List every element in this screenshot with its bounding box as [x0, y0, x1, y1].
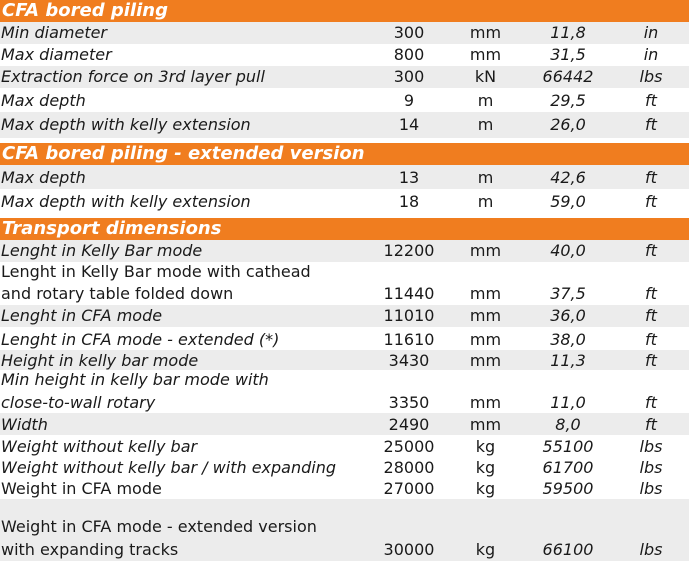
row-imperial-value: 37,5 — [550, 284, 586, 303]
row-imperial-unit: in — [643, 23, 659, 42]
row-unit: m — [477, 91, 494, 110]
row-label: Weight in CFA mode — [1, 479, 162, 498]
row-imperial-unit: ft — [645, 284, 657, 303]
row-label: Max diameter — [1, 45, 112, 64]
row-imperial-unit: ft — [645, 91, 657, 110]
row-value: 11610 — [383, 330, 435, 349]
table-row — [0, 413, 689, 435]
table-row — [0, 165, 689, 189]
row-imperial-value: 61700 — [542, 458, 594, 477]
table-row — [0, 22, 689, 44]
row-unit: mm — [469, 306, 502, 325]
row-label: Width — [1, 415, 48, 434]
row-value: 2490 — [388, 415, 430, 434]
table-row — [0, 478, 689, 499]
row-value: 14 — [398, 115, 420, 134]
row-unit: kg — [475, 458, 496, 477]
row-label: Weight in CFA mode - extended version — [1, 517, 317, 536]
row-label: Max depth with kelly extension — [1, 115, 251, 134]
row-imperial-unit: lbs — [639, 437, 663, 456]
row-label: and rotary table folded down — [1, 284, 234, 303]
row-value: 800 — [393, 45, 425, 64]
table-row — [0, 327, 689, 350]
row-imperial-value: 11,3 — [550, 351, 586, 370]
row-value: 28000 — [383, 458, 435, 477]
row-imperial-value: 11,8 — [550, 23, 586, 42]
row-imperial-value: 8,0 — [555, 415, 581, 434]
table-row — [0, 435, 689, 457]
row-value: 30000 — [383, 540, 435, 559]
row-label: Lenght in CFA mode — [1, 306, 163, 325]
row-unit: mm — [469, 330, 502, 349]
row-value: 300 — [393, 67, 425, 86]
table-row — [0, 44, 689, 66]
table-row — [0, 457, 689, 478]
row-label: Max depth with kelly extension — [1, 192, 251, 211]
row-unit: m — [477, 192, 494, 211]
row-unit: mm — [469, 351, 502, 370]
table-row — [0, 240, 689, 262]
row-imperial-unit: in — [643, 45, 659, 64]
row-imperial-unit: ft — [645, 192, 657, 211]
row-unit: mm — [469, 415, 502, 434]
table-row — [0, 112, 689, 138]
row-unit: kg — [475, 479, 496, 498]
row-imperial-value: 59,0 — [550, 192, 586, 211]
row-imperial-unit: lbs — [639, 540, 663, 559]
row-imperial-unit: ft — [645, 241, 657, 260]
row-imperial-unit: ft — [645, 351, 657, 370]
row-value: 12200 — [383, 241, 435, 260]
table-row — [0, 305, 689, 327]
row-unit: mm — [469, 241, 502, 260]
row-imperial-unit: lbs — [639, 458, 663, 477]
section-header-cfa-extended: CFA bored piling - extended version — [0, 143, 689, 165]
row-unit: kN — [474, 67, 497, 86]
row-imperial-value: 40,0 — [550, 241, 586, 260]
table-row-line-1 — [0, 262, 689, 282]
row-value: 300 — [393, 23, 425, 42]
row-label: close-to-wall rotary — [1, 393, 156, 412]
row-label: Height in kelly bar mode — [1, 351, 199, 370]
row-imperial-unit: ft — [645, 330, 657, 349]
row-imperial-value: 59500 — [542, 479, 594, 498]
row-imperial-value: 31,5 — [550, 45, 586, 64]
row-imperial-value: 42,6 — [550, 168, 586, 187]
row-label: Weight without kelly bar / with expanding — [1, 458, 336, 477]
row-unit: m — [477, 115, 494, 134]
table-row-block — [0, 499, 689, 561]
table-row-line-2 — [0, 282, 689, 305]
row-imperial-unit: lbs — [639, 67, 663, 86]
row-label: Max depth — [1, 168, 86, 187]
table-row-line-1 — [0, 370, 689, 390]
row-imperial-unit: ft — [645, 115, 657, 134]
row-label: Extraction force on 3rd layer pull — [1, 67, 265, 86]
row-imperial-unit: ft — [645, 393, 657, 412]
row-imperial-value: 26,0 — [550, 115, 586, 134]
row-imperial-value: 11,0 — [550, 393, 586, 412]
row-unit: mm — [469, 393, 502, 412]
row-imperial-unit: ft — [645, 415, 657, 434]
table-row — [0, 66, 689, 88]
row-unit: mm — [469, 45, 502, 64]
row-label: Min height in kelly bar mode with — [1, 370, 269, 389]
row-value: 11440 — [383, 284, 435, 303]
row-label: Max depth — [1, 91, 86, 110]
row-unit: kg — [475, 437, 496, 456]
row-unit: m — [477, 168, 494, 187]
row-value: 27000 — [383, 479, 435, 498]
row-unit: kg — [475, 540, 496, 559]
table-row — [0, 189, 689, 213]
row-imperial-unit: ft — [645, 306, 657, 325]
row-imperial-value: 66442 — [542, 67, 594, 86]
table-row — [0, 350, 689, 370]
section-header-transport: Transport dimensions — [0, 218, 689, 240]
row-label: Lenght in CFA mode - extended (*) — [1, 330, 280, 349]
row-value: 18 — [398, 192, 420, 211]
row-imperial-value: 29,5 — [550, 91, 586, 110]
row-imperial-unit: lbs — [639, 479, 663, 498]
row-value: 3350 — [388, 393, 430, 412]
row-label: Lenght in Kelly Bar mode — [1, 241, 203, 260]
row-imperial-value: 55100 — [542, 437, 594, 456]
row-label: Weight without kelly bar — [1, 437, 198, 456]
table-row-line-2 — [0, 390, 689, 413]
row-unit: mm — [469, 23, 502, 42]
row-label: Min diameter — [1, 23, 108, 42]
row-value: 9 — [403, 91, 415, 110]
table-row — [0, 88, 689, 112]
row-value: 3430 — [388, 351, 430, 370]
row-value: 25000 — [383, 437, 435, 456]
row-unit: mm — [469, 284, 502, 303]
row-imperial-value: 66100 — [542, 540, 594, 559]
section-header-cfa: CFA bored piling — [0, 0, 689, 22]
row-imperial-unit: ft — [645, 168, 657, 187]
row-imperial-value: 38,0 — [550, 330, 586, 349]
row-value: 13 — [398, 168, 420, 187]
row-label: Lenght in Kelly Bar mode with cathead — [1, 262, 311, 281]
row-label: with expanding tracks — [1, 540, 179, 559]
row-imperial-value: 36,0 — [550, 306, 586, 325]
row-value: 11010 — [383, 306, 435, 325]
